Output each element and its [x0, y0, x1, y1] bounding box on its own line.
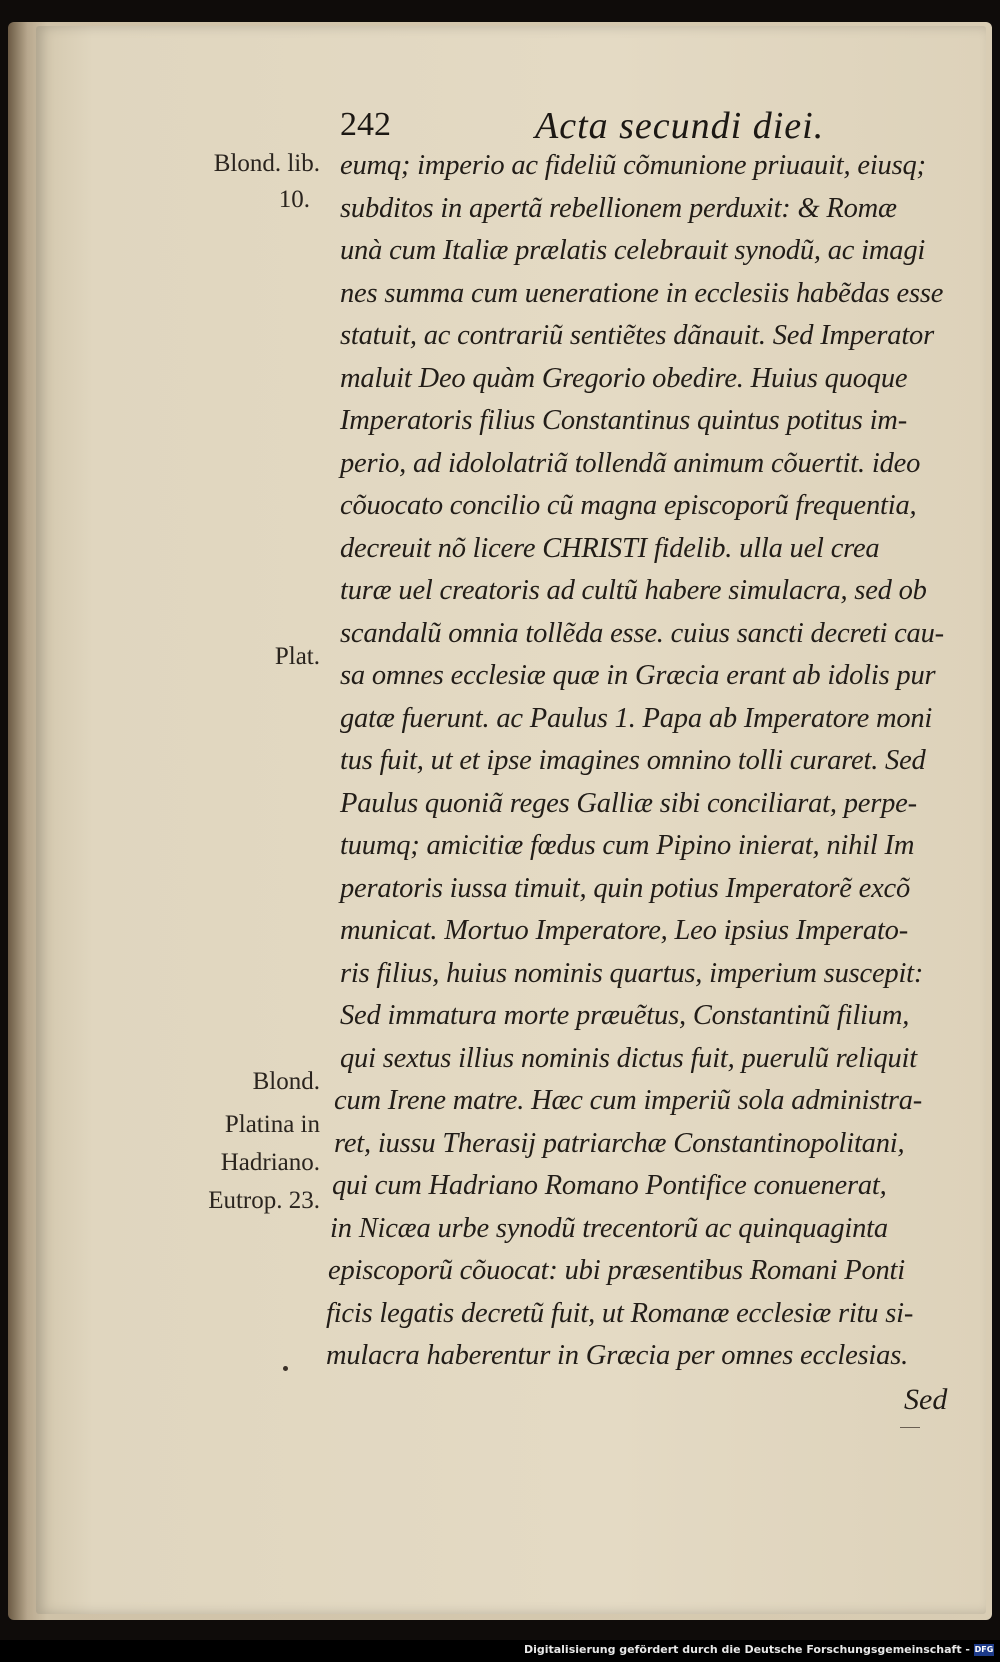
- digitization-credit: Digitalisierung gefördert durch die Deutsche Forschungsgemeinschaft -: [523, 1643, 970, 1656]
- text-line: scandalũ omnia tollẽda esse. cuius sancti decreti cau-: [340, 617, 944, 649]
- text-line: perio, ad idololatriã tollendã animum cõuertit. ideo: [340, 447, 921, 479]
- text-line: in Nicæa urbe synodũ trecentorũ ac quinquaginta: [330, 1212, 888, 1244]
- text-line: qui sextus illius nominis dictus fuit, puerulũ reliquit: [340, 1042, 917, 1074]
- text-line: municat. Mortuo Imperatore, Leo ipsius Imperato-: [340, 915, 908, 946]
- catchword: Sed: [904, 1382, 948, 1416]
- text-line: nes summa cum ueneratione in ecclesiis habẽdas esse: [340, 277, 944, 309]
- text-line: peratoris iussa timuit, quin potius Imperatorẽ excõ: [340, 872, 911, 904]
- margin-note: Eutrop. 23.: [208, 1187, 320, 1214]
- margin-note: 10.: [278, 186, 310, 214]
- text-line: cum Irene matre. Hæc cum imperiũ sola administra-: [334, 1085, 923, 1116]
- text-line: ret, iussu Therasij patriarchæ Constantinopolitani,: [334, 1127, 905, 1159]
- text-line: eumq; imperio ac fideliũ cõmunione priuauit, eiusq;: [340, 150, 926, 181]
- margin-note: Platina in: [224, 1110, 320, 1138]
- margin-note: Blond.: [252, 1068, 320, 1095]
- page-number: 242: [340, 106, 391, 143]
- running-title: Acta secundi diei.: [535, 105, 825, 147]
- text-line: gatæ fuerunt. ac Paulus 1. Papa ab Imperatore moni: [340, 702, 933, 734]
- margin-note: Plat.: [274, 643, 320, 670]
- text-line: tuumq; amicitiæ fœdus cum Pipino inierat, nihil Im: [340, 830, 915, 861]
- text-line: tus fuit, ut et ipse imagines omnino tolli curaret. Sed: [340, 745, 926, 776]
- catchword-rule: [900, 1427, 920, 1428]
- text-line: Sed immatura morte præuẽtus, Constantinũ filium,: [340, 1000, 910, 1031]
- text-line: statuit, ac contrariũ sentiẽtes dãnauit. Sed Imperator: [340, 320, 934, 351]
- text-line: cõuocato concilio cũ magna episcoporũ frequentia,: [340, 490, 917, 521]
- text-line: subditos in apertã rebellionem perduxit: & Romæ: [340, 192, 897, 224]
- text-line: unà cum Italiæ prælatis celebrauit synodũ, ac imagi: [340, 235, 926, 266]
- text-line: maluit Deo quàm Gregorio obedire. Huius quoque: [340, 362, 908, 394]
- text-line: ris filius, huius nominis quartus, imperium suscepit:: [340, 957, 924, 989]
- text-line: sa omnes ecclesiæ quæ in Græcia erant ab idolis pur: [340, 660, 936, 691]
- text-line: ficis legatis decretũ fuit, ut Romanæ ecclesiæ ritu si-: [326, 1297, 914, 1329]
- ink-spot: [283, 1366, 288, 1371]
- text-line: mulacra haberentur in Græcia per omnes ecclesias.: [326, 1340, 909, 1371]
- text-line: qui cum Hadriano Romano Pontifice conuenerat,: [332, 1170, 887, 1201]
- text-line: Paulus quoniã reges Galliæ sibi conciliarat, perpe-: [340, 787, 917, 819]
- margin-note: Hadriano.: [220, 1148, 320, 1176]
- dfg-logo: DFG: [974, 1645, 994, 1654]
- text-line: episcoporũ cõuocat: ubi præsentibus Romani Ponti: [328, 1255, 905, 1286]
- text-line: Imperatoris filius Constantinus quintus potitus im-: [340, 405, 907, 436]
- text-line: decreuit nõ licere CHRISTI fidelib. ulla uel crea: [340, 532, 880, 564]
- margin-note: Blond. lib.: [213, 150, 320, 177]
- text-line: turæ uel creatoris ad cultũ habere simulacra, sed ob: [340, 575, 927, 606]
